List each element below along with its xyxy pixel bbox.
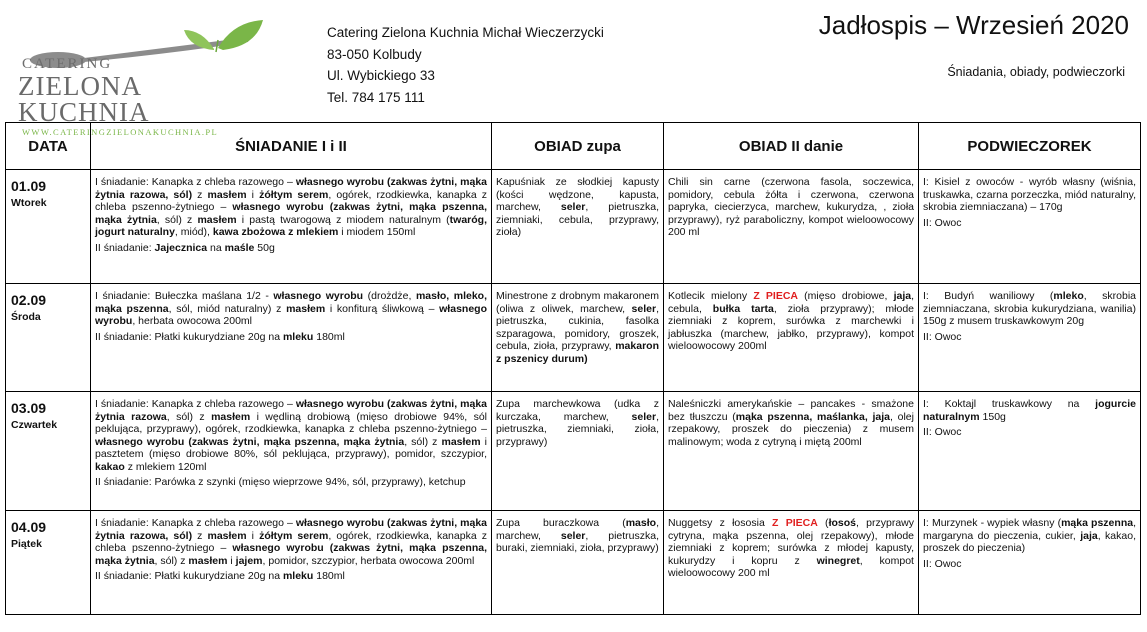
menu-text: na [207,241,225,254]
logo-catering-text: CATERING [22,56,113,72]
breakfast-cell [91,284,492,392]
menu-text: Kapuśniak ze słodkiej kapusty (kości wędzone, kapusta, marchew, [496,176,659,213]
menu-paragraph [95,398,487,473]
menu-text: i [246,529,260,542]
menu-paragraph [923,331,1136,344]
weekday-label: Środa [11,311,41,323]
snack-cell [919,170,1141,284]
menu-text: I śniadanie: Kanapka z chleba razowego – [95,517,296,529]
menu-text: , ogórek, rzodkiewka, kanapka z chleba pszenno-żytniego – [95,529,487,554]
snack-cell [919,284,1141,392]
allergen-text: łosoś [828,517,856,529]
allergen-text: jajem [235,554,263,567]
oven-badge: Z PIECA [772,517,818,529]
menu-text: , sól, miód naturalny) z [168,302,287,315]
breakfast-cell [91,170,492,284]
menu-text: z [192,529,208,542]
menu-paragraph [496,398,659,448]
allergen-text: własnego wyrobu (zakwas żytni, mąka żytnia razowa, sól) [95,176,488,201]
allergen-text: mleku [282,570,314,582]
logo [18,20,278,137]
soup-cell [492,511,664,615]
menu-paragraph [668,290,914,353]
menu-text: , marchew, [496,517,659,542]
date-number: 02.09 [11,292,47,308]
allergen-text: seler [560,529,586,542]
company-info [327,22,604,108]
menu-text: Zupa marchewkowa (udka z kurczaka, marchew, [496,398,659,423]
menu-text: z mlekiem 120ml [124,460,207,473]
menu-text: I: Budyń waniliowy ( [923,290,1054,302]
menu-text: , pietruszka, cukinia, fasolka szparagowa, pomidory, groszek, cebula, zioła, przyprawy, [496,302,659,352]
menu-text: 50g [254,241,275,254]
menu-paragraph [95,476,487,489]
company-postal: 83-050 Kolbudy [327,46,422,62]
menu-text: II: Owoc [923,330,962,343]
date-cell [6,170,91,284]
menu-text: II śniadanie: Płatki kukurydziane 20g na [95,570,283,582]
date-number: 03.09 [11,400,47,416]
menu-text: , cebula, [668,290,915,315]
company-street: Ul. Wybickiego 33 [327,68,435,83]
menu-text: , pomidor, szczypior, herbata owocowa 200ml [262,554,475,567]
menu-text: i pastą twarogową z miodem naturalnym ( [236,213,450,226]
menu-text: i miodem 150ml [338,226,416,238]
allergen-text: własnego wyrobu [95,302,487,327]
menu-text: (mięso drobiowe, [798,290,894,302]
allergen-text: makaron z pszenicy durum) [496,340,659,365]
menu-text: i [246,188,260,201]
allergen-text: jaja [1080,529,1098,542]
date-number: 04.09 [11,519,47,535]
menu-text: , sól) z [166,410,212,423]
breakfast-cell [91,511,492,615]
allergen-text: maśle [224,241,255,254]
date-cell [6,392,91,511]
allergen-text: żółtym serem [259,188,329,201]
allergen-text: jaja [893,290,912,302]
menu-text: Minestrone z drobnym makaronem (oliwa z oliwek, marchew, [496,290,659,315]
snack-cell [919,511,1141,615]
menu-paragraph [95,290,487,328]
allergen-text: masłem [188,554,228,567]
main-dish-cell [664,170,919,284]
allergen-text: mąka pszenna [1061,517,1134,529]
weekday-label: Czwartek [11,419,58,431]
menu-text: i konfiturą śliwkową – [325,302,440,315]
menu-text: , sól) z [404,435,442,448]
table-row [6,392,1141,511]
allergen-text: żółtym serem [259,529,329,542]
menu-text: ( [817,517,829,529]
allergen-text: własnego wyrobu (zakwas żytni, mąka żytnia razowa, sól) [95,517,488,542]
allergen-text: mleku [282,330,314,343]
menu-text: I śniadanie: Bułeczka maślana 1/2 - [95,290,274,302]
column-header-snack: PODWIECZOREK [919,123,1141,170]
menu-text: , skrobia ziemniaczana, skrobia kukurydziana, wanilia) 150g z musem truskawkowym 20g [923,290,1136,327]
allergen-text: masłem [441,435,481,448]
allergen-text: masłem [207,529,247,542]
menu-text: i wędliną drobiową (mięso drobiowe 94%, sól peklująca, przyprawy), ogórek, rzodkiewka, kanapka z chleba pszenno-żytniego – [95,410,487,435]
menu-text: , ogórek, rzodkiewka, kanapka z chleba pszenno-żytniego – [95,188,487,213]
menu-paragraph [923,558,1136,571]
menu-text: , margaryna do pieczenia, cukier, [923,517,1136,542]
menu-paragraph [668,398,914,448]
column-header-soup: OBIAD zupa [492,123,664,170]
menu-text: Nuggetsy z łososia [668,517,773,529]
allergen-text: masło, mleko, mąka pszenna [95,290,487,315]
snack-cell [919,392,1141,511]
menu-text: I: Kisiel z owoców - wyrób własny (wiśnia, truskawka, czarna porzeczka, miód naturalny, skrobia ziemniaczana) – 170g [923,176,1136,213]
menu-paragraph [496,176,659,239]
menu-text: , pietruszka, ziemniaki, cebula, przyprawy, zioła) [496,201,659,238]
column-header-main: OBIAD II danie [664,123,919,170]
allergen-text: własnego wyrobu (zakwas żytni, mąka pszenna, mąka żytnia [95,542,487,567]
logo-url-text: WWW.CATERINGZIELONAKUCHNIA.PL [22,127,219,137]
menu-paragraph [496,290,659,365]
soup-cell [492,284,664,392]
column-header-date: DATA [6,123,91,170]
menu-paragraph [923,217,1136,230]
weekday-label: Wtorek [11,197,47,209]
allergen-text: twaróg, jogurt naturalny [95,213,487,238]
allergen-text: winegret [816,554,860,567]
menu-text: (drożdże, [363,290,416,302]
menu-text: , olej rzepakowy, proszek do pieczenia) z musem malinowym; woda z cytryną i miętą 200ml [668,410,914,448]
date-cell [6,284,91,392]
date-cell [6,511,91,615]
menu-body [6,170,1141,615]
allergen-text: kawa zbożowa z mlekiem [212,226,339,238]
column-header-breakfast: ŚNIADANIE I i II [91,123,492,170]
menu-paragraph [95,570,487,583]
menu-text: , kompot wieloowocowy 200 ml [668,554,914,579]
allergen-text: mąka pszenna, maślanka, jaja [735,410,890,423]
menu-text: I: Murzynek - wypiek własny ( [923,517,1062,529]
menu-text: i [227,554,236,567]
table-row [6,170,1141,284]
menu-text: II śniadanie: [95,241,155,254]
menu-paragraph [923,426,1136,439]
weekday-label: Piątek [11,538,42,550]
allergen-text: masłem [197,213,237,226]
menu-text: I śniadanie: Kanapka z chleba razowego – [95,176,296,188]
menu-text: Naleśniczki amerykańskie – pancakes - smażone bez tłuszczu ( [668,398,914,423]
menu-text: i pasztetem (mięso drobiowe 80%, sól peklująca, przyprawy), pomidor, szczypior, [95,435,488,460]
menu-text: , przyprawy cytryna, mąka pszenna, olej rzepakowy), młode ziemniaki z koprem; surówka z młodej kapusty, kukurydzy i kopru z [668,517,915,567]
menu-text: II śniadanie: Parówka z szynki (mięso wieprzowe 94%, sól, przyprawy), ketchup [95,476,466,488]
menu-text: z [192,188,208,201]
page-title: Jadłospis – Wrzesień 2020 [818,10,1129,40]
allergen-text: własnego wyrobu (zakwas żytni, mąka pszenna, mąka żytnia [95,435,405,448]
allergen-text: bułka tarta [712,302,774,315]
allergen-text: własnego wyrobu [273,290,364,302]
logo-name-text: ZIELONA KUCHNIA [18,71,150,127]
menu-paragraph [923,176,1136,214]
table-row [6,511,1141,615]
oven-badge: Z PIECA [753,290,798,302]
menu-text: II śniadanie: Płatki kukurydziane 20g na [95,330,283,343]
main-dish-cell [664,511,919,615]
menu-text: Zupa buraczkowa ( [496,517,626,529]
header-row [6,123,1141,170]
allergen-text: seler [631,302,657,315]
soup-cell [492,392,664,511]
menu-text: , pietruszka, buraki, ziemniaki, zioła, przyprawy) [496,529,659,554]
menu-text: 180ml [313,330,345,343]
menu-paragraph [496,517,659,555]
menu-text: , miód), [174,226,213,238]
main-dish-cell [664,284,919,392]
menu-text: I śniadanie: Kanapka z chleba razowego – [95,398,296,410]
company-name: Catering Zielona Kuchnia Michał Wieczerzycki [327,25,604,40]
main-dish-cell [664,392,919,511]
menu-paragraph [95,176,487,239]
menu-text: , kakao, proszek do pieczenia) [923,529,1136,554]
menu-paragraph [95,331,487,344]
menu-paragraph [923,290,1136,328]
menu-text: 150g [979,410,1006,423]
allergen-text: seler [560,201,586,213]
menu-paragraph [668,517,914,580]
menu-paragraph [923,398,1136,423]
menu-text: I: Koktajl truskawkowy na [923,398,1096,410]
menu-text: 180ml [313,570,345,582]
allergen-text: masło [625,517,657,529]
allergen-text: masłem [286,302,326,315]
allergen-text: mleko [1053,290,1084,302]
menu-text: , sól) z [154,554,189,567]
allergen-text: własnego wyrobu (zakwas żytni, mąka żytnia razowa [95,398,488,423]
allergen-text: Jajecznica [154,241,208,254]
menu-text: , sól) z [156,213,198,226]
allergen-text: masłem [207,188,247,201]
menu-text: II: Owoc [923,557,962,570]
menu-paragraph [95,242,487,255]
allergen-text: kakao [95,460,125,473]
menu-text: Kotlecik mielony [668,290,754,302]
date-number: 01.09 [11,178,47,194]
page-subtitle: Śniadania, obiady, podwieczorki [947,65,1125,79]
leaf-large-shape [218,20,263,50]
menu-table [5,122,1141,615]
table-row [6,284,1141,392]
soup-cell [492,170,664,284]
menu-paragraph [668,176,914,239]
menu-text: , herbata owocowa 200ml [132,315,252,327]
allergen-text: jogurcie naturalnym [923,398,1136,423]
allergen-text: własnego wyrobu (zakwas żytni, mąka pszenna, mąka żytnia [95,201,487,226]
menu-text: Chili sin carne (czerwona fasola, soczewica, pomidory, cebula żółta i czerwona, czerwona papryka, ciecierzyca, marchew, kukurydza, , zioła przyprawy), ryż paraboliczny, kompot wieloowocowy 200 ml [668,176,914,238]
menu-text: , zioła przyprawy); młode ziemniaki z koprem, surówka z marchewki i jabłuszka (marchew, jabłko, przyprawy), kompot wieloowocowy 200ml [668,302,915,352]
allergen-text: masłem [211,410,251,423]
breakfast-cell [91,392,492,511]
menu-text: II: Owoc [923,426,962,438]
company-phone: Tel. 784 175 111 [327,89,425,105]
menu-text: , pietruszka, ziemniaki, zioła, przyprawy) [496,410,659,448]
menu-text: II: Owoc [923,216,962,229]
menu-paragraph [923,517,1136,555]
menu-paragraph [95,517,487,567]
allergen-text: seler [631,410,657,423]
